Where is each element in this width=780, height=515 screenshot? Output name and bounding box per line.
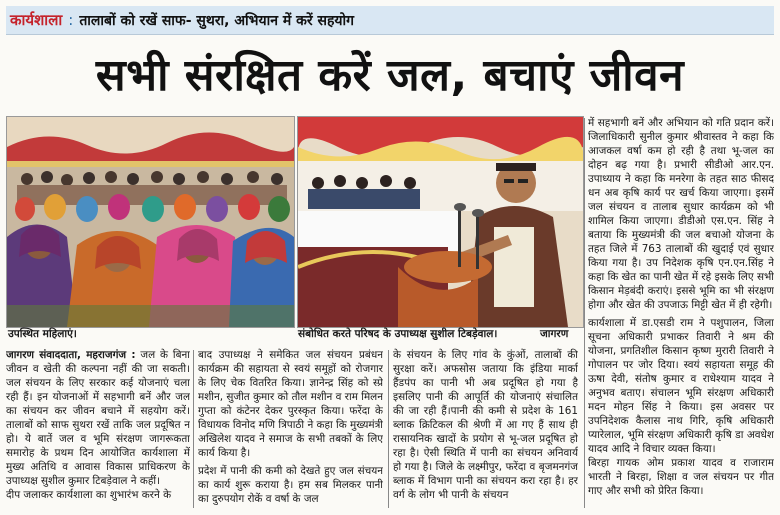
- article-text: जल के बिना जीवन व खेती की कल्पना नहीं की जा सकती। जल संचयन के लिए सरकार कई योजनाएं चला रही हैं। इन योजनाओं में सहभागी बनें और जल का संचयन कर जीवन बचाने में सहयोग करें। तालाबों को साफ सुथरा रखें ताकि जल प्रदूषित न हो। ये बातें जल व भूमि संरक्षण जागरूकता समारोह के प्रथम दिन आयोजित कार्यशाला में मुख्य अतिथि व आवास विकास प्राधिकरण के उपाध्यक्ष सुशील कुमार टिबड़ेवाल ने कहीं।: [6, 349, 190, 487]
- photo-credit: जागरण: [540, 328, 569, 340]
- column-rule: [193, 350, 194, 508]
- article-column-3: [393, 348, 578, 510]
- photo-speaker-podium: [297, 116, 584, 328]
- section-separator: :: [68, 11, 74, 29]
- sub-headline: तालाबों को रखें साफ- सुथरा, अभियान में करें सहयोग: [79, 12, 355, 29]
- article-dateline: जागरण संवाददाता, महराजगंज :: [6, 349, 136, 361]
- article-text: दीप जलाकर कार्यशाला का शुभारंभ करने के: [6, 489, 172, 501]
- article-column-4: [588, 116, 774, 510]
- section-header: [6, 6, 774, 35]
- article-column-1: [6, 348, 190, 510]
- article-text: प्रदेश में पानी की कमी को देखते हुए जल संचयन का कार्य शुरू कराया है। हम सब मिलकर पानी का दुरुपयोग रोकें व वर्षा के जल: [198, 465, 383, 505]
- section-label: कार्यशाला: [10, 11, 63, 29]
- article-column-2: [198, 348, 383, 510]
- photo-caption-women: उपस्थित महिलाएं।: [8, 328, 77, 340]
- article-text: बाद उपाध्यक्ष ने समेकित जल संचयन प्रबंधन कार्यक्रम की सहायता से स्वयं समूहों को रोजगार के लिए चेक वितरित किया। ज्ञानेन्द्र सिंह को स्प्रे मशीन, सुजीत कुमार को तौल मशीन व राम मिलन गुप्ता को कंटेनर देकर पुरस्कृत किया। फरेंदा के विधायक विनोद मणि त्रिपाठी ने कहा कि मुख्यमंत्री अखिलेश यादव ने समाज के सभी तबकों के लिए कार्य किया है।: [198, 349, 383, 459]
- column-rule: [584, 118, 585, 508]
- photo-caption-speaker: संबोधित करते परिषद के उपाध्यक्ष सुशील टिबड़ेवाल।: [298, 328, 498, 340]
- article-text: में सहभागी बनें और अभियान को गति प्रदान करें। जिलाधिकारी सुनील कुमार श्रीवास्तव ने कहा कि आजकल वर्षा कम हो रही है तथा भू-जल का दोहन बढ़ गया है। प्रभारी सीडीओ आर.एन. उपाध्याय ने कहा कि मनरेगा के तहत साठ फीसद धन अब कृषि कार्य पर खर्च किया जाएगा। इसमें जल संचयन व तालाब सुधार कार्यक्रम को भी शामिल किया जाएगा। डीडीओ एस.एन. सिंह ने बताया कि मुख्यमंत्री की जल बचाओ योजना के तहत जिले में 763 तालाबों की खुदाई एवं सुधार किया गया है। उप निदेशक कृषि एन.एन.सिंह ने कहा कि खेत का पानी खेत में रहे इसके लिए सभी किसान मेड़बंदी कराएं। इससे भूमि का भी संरक्षण होगा और खेत की उपजाऊ मिट्टी खेत में ही रहेगी।: [588, 117, 774, 311]
- photo-women-audience: [6, 116, 295, 328]
- main-headline: सभी संरक्षित करें जल, बचाएं जीवन: [95, 50, 685, 101]
- article-text: के संचयन के लिए गांव के कुंओं, तालाबों की सुरक्षा करें। अफसोस जताया कि इंडिया मार्का हैंडपंप का पानी भी अब प्रदूषित हो गया है इसलिए पानी की आपूर्ति की योजनाएं संचालित की जा रही हैं।पानी की कमी से प्रदेश के 161 ब्लाक क्रिटिकल की श्रेणी में आ गए हैं साथ ही रासायनिक खादों के प्रयोग से भू-जल प्रदूषित हो रहा है। ऐसी स्थिति में पानी का संचयन अनिवार्य हो गया है। जिले के लक्ष्मीपुर, फरेंदा व बृजमनगंज ब्लाक में विभाग पानी का संचयन करा रहा है। हर वर्ग के लोग भी पानी के संचयन: [393, 349, 578, 501]
- column-rule: [388, 350, 389, 508]
- article-text: कार्यशाला में डा.एसडी राम ने पशुपालन, जिला सूचना अधिकारी प्रभाकर तिवारी ने श्रम की योजना, प्रगतिशील किसान कृष्ण मुरारी तिवारी ने गोपालन पर जोर दिया। स्वयं सहायता समूह की ऊषा देवी, संतोष कुमार व राधेश्याम यादव ने अनुभव बताए। संचालन भूमि संरक्षण अधिकारी मदन मोहन सिंह ने किया। इस अवसर पर उपनिदेशक कैलास नाथ गिरि, कृषि अधिकारी प्यारेलाल, भूमि संरक्षण अधिकारी कृषि डा अवधेश यादव आदि ने विचार व्यक्त किया।: [588, 317, 774, 455]
- article-text: बिरहा गायक ओम प्रकाश यादव व राजाराम भारती ने बिरहा, शिक्षा व जल संचयन पर गीत गाए और सभी को प्रेरित किया।: [588, 457, 774, 497]
